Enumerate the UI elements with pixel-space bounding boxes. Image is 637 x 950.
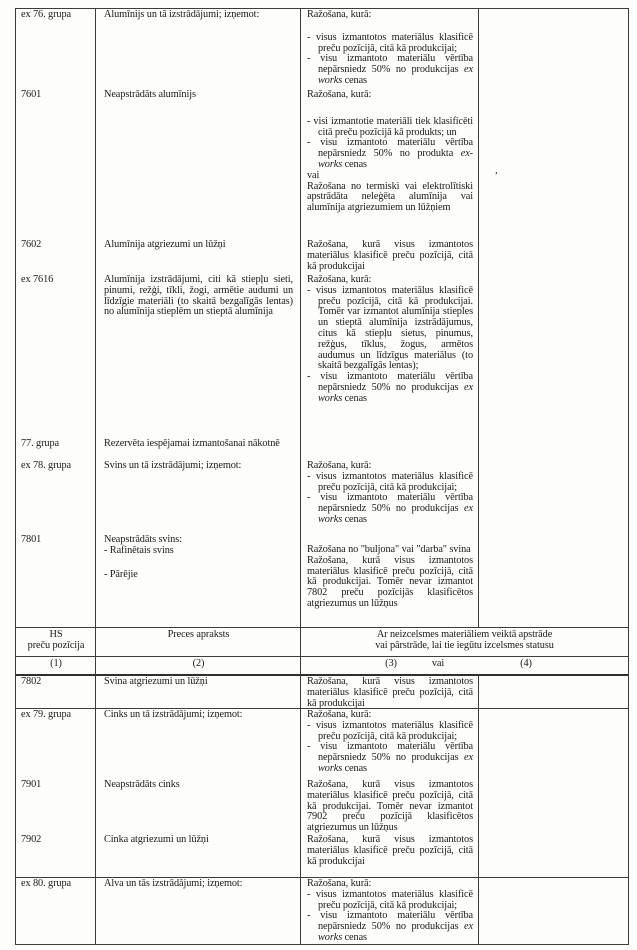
description-cell xyxy=(96,834,301,877)
hs-code: ex 76. grupa xyxy=(21,9,71,20)
rule-bullet: - visi izmantotie materiāli tiek klasificēti citā preču pozīcijā kā produkts; un xyxy=(307,115,473,138)
rule-paragraph: Ražošana, kurā visus izmantotos materiālus klasificē preču pozīcijā, citā kā produkcijai xyxy=(307,834,473,867)
hs-code: 7901 xyxy=(21,779,42,790)
column-number-2: (2) xyxy=(96,657,301,674)
rule-bullet: - visus izmantotos materiālus klasificē preču pozīcijā, citā kā produkcijai. Tomēr var izmantot alumīnija stieples un stieptā alumīnija izstrādājumus, citus kā stiepļu sietus, pinumus, režģus, tīklus, žogus, armētos audumus un līdzīgus materiālus (to skaitā bezgalīgās lentas); xyxy=(307,284,473,372)
rule-paragraph: Ražošana, kurā visus izmantotos materiālus klasificē preču pozīcijā, citā kā produkcijai. Tomēr nevar izmantot 7802 preču pozīcijās klasificētos atgriezumus un lūžņus xyxy=(307,554,473,609)
column-number-or: vai xyxy=(431,658,445,669)
table-row xyxy=(16,438,628,460)
table-row xyxy=(16,9,628,89)
description-text: Neapstrādāts cinks xyxy=(104,779,180,790)
description-text: Svina atgriezumi un lūžņi xyxy=(104,676,208,687)
alt-rule-cell xyxy=(479,438,628,460)
hs-code-cell xyxy=(16,709,96,779)
hs-code-cell xyxy=(16,89,96,239)
rule-bullet: - visus izmantotos materiālus klasificē preču pozīcijā, citā kā produkcijai; xyxy=(307,31,473,54)
rule-heading: Ražošana, kurā: xyxy=(307,274,372,285)
rule-cell xyxy=(301,779,479,834)
description-text: Alumīnija izstrādājumi, citi kā stiepļu sieti, pinumi, režģi, tīkli, žogi, armētie audumi un līdzīgie materiāli (to skaitā bezgalīgās lentas) no alumīnija stieplēm un stieptā alumīnija xyxy=(104,274,293,318)
header-processing-line1: Ar neizcelsmes materiāliem veiktā apstrāde xyxy=(376,629,553,640)
description-cell xyxy=(96,438,301,460)
rule-bullet: - visu izmantoto materiālu vērtība nepārsniedz 50% no produkcijas ex works cenas xyxy=(307,492,473,525)
description-text: Svins un tā izstrādājumi; izņemot: xyxy=(104,460,242,471)
description-subitem: - Pārējie xyxy=(104,568,138,580)
rule-paragraph: Ražošana, kurā visus izmantotos materiālus klasificē preču pozīcijā, citā kā produkcijai xyxy=(307,676,473,708)
column-header-row xyxy=(16,627,628,657)
rule-paragraph: Ražošana no termiski vai elektrolītiski apstrādāta neleģēta alumīnija vai alumīnija atgriezumiem un lūžņiem xyxy=(307,180,473,214)
hs-code: ex 80. grupa xyxy=(21,878,71,889)
column-number-row xyxy=(16,657,628,676)
alt-rule-cell xyxy=(479,779,628,834)
description-cell xyxy=(96,89,301,239)
column-number-34 xyxy=(301,657,628,674)
rule-bullet: - visus izmantotos materiālus klasificē preču pozīcijā, citā kā produkcijai; xyxy=(307,888,473,911)
hs-code: ex 79. grupa xyxy=(21,709,71,720)
rule-bullet: - visu izmantoto materiālu vērtība nepārsniedz 50% no produkcijas ex works cenas xyxy=(307,53,473,86)
table-row xyxy=(16,877,628,944)
hs-code-cell xyxy=(16,460,96,534)
hs-code: 7802 xyxy=(21,676,42,687)
rule-heading: Ražošana, kurā: xyxy=(307,460,372,471)
alt-rule-cell xyxy=(479,709,628,779)
rule-bullet: - visu izmantoto materiālu vērtība nepārsniedz 50% no produkta ex-works cenas xyxy=(307,137,473,170)
column-number-3: (3) xyxy=(385,658,397,669)
rule-bullet: - visus izmantotos materiālus klasificē preču pozīcijā, citā kā produkcijai; xyxy=(307,470,473,493)
rule-bullet: - visu izmantoto materiālu vērtība nepārsniedz 50% no produkcijas ex works cenas xyxy=(307,910,473,943)
header-hs-line2: preču pozīcija xyxy=(27,639,85,651)
hs-code: ex 7616 xyxy=(21,274,54,285)
hs-code: 7602 xyxy=(21,239,42,250)
rule-cell xyxy=(301,878,479,944)
rule-cell xyxy=(301,239,479,274)
alt-rule-cell xyxy=(479,534,628,627)
rule-bullet: - visu izmantoto materiālu vērtība nepārsniedz 50% no produkcijas ex works cenas xyxy=(307,371,473,404)
rule-cell xyxy=(301,438,479,460)
rule-heading: Ražošana, kurā: xyxy=(307,709,372,720)
rule-cell xyxy=(301,274,479,438)
hs-code: ex 78. grupa xyxy=(21,460,71,471)
description-cell xyxy=(96,709,301,779)
description-cell xyxy=(96,878,301,944)
alt-rule-cell xyxy=(479,9,628,89)
description-text: Rezervēta iespējamai izmantošanai nākotnē xyxy=(104,438,280,449)
hs-code: 7801 xyxy=(21,534,42,545)
description-subitem: - Rafinētais svins xyxy=(104,544,174,556)
column-number-4: (4) xyxy=(520,658,532,669)
rule-bullet: - visus izmantotos materiālus klasificē preču pozīcijā, citā kā produkcijai; xyxy=(307,719,473,742)
hs-code: 7601 xyxy=(21,89,42,100)
table-row xyxy=(16,274,628,438)
hs-code-cell xyxy=(16,9,96,89)
hs-code-cell xyxy=(16,274,96,438)
rule-cell xyxy=(301,709,479,779)
rule-cell xyxy=(301,89,479,239)
rule-paragraph: Ražošana, kurā visus izmantotos materiālus klasificē preču pozīcijā, citā kā produkcijai xyxy=(307,239,473,272)
hs-code-cell xyxy=(16,438,96,460)
header-hs-line1: HS xyxy=(49,629,63,640)
description-text: Neapstrādāts alumīnijs xyxy=(104,89,196,100)
table-row xyxy=(16,460,628,534)
hs-code: 7902 xyxy=(21,834,42,845)
alt-rule-cell xyxy=(479,676,628,708)
rule-paragraph: Ražošana, kurā visus izmantotos materiālus klasificē preču pozīcijā, citā kā produkcijai. Tomēr nevar izmantot 7902 preču pozīcijā klasificētos atgriezumus un lūžņus xyxy=(307,779,473,834)
rule-bullet: - visu izmantoto materiālu vērtība nepārsniedz 50% no produkcijas ex works cenas xyxy=(307,741,473,774)
rule-heading: Ražošana, kurā: xyxy=(307,9,372,20)
hs-code-cell xyxy=(16,534,96,627)
header-processing-line2: vai pārstrāde, lai tie iegūtu izcelsmes statusu xyxy=(375,639,554,651)
description-text: Alva un tās izstrādājumi; izņemot: xyxy=(104,878,243,889)
rule-cell xyxy=(301,676,479,708)
description-cell xyxy=(96,274,301,438)
alt-rule-cell xyxy=(479,274,628,438)
header-processing-cell xyxy=(301,628,628,656)
description-cell xyxy=(96,779,301,834)
alt-rule-cell xyxy=(479,878,628,944)
scan-artifact-comma: , xyxy=(495,164,498,176)
column-number-1: (1) xyxy=(16,657,96,674)
table-row xyxy=(16,534,628,627)
header-hs-cell xyxy=(16,628,96,656)
description-text: Cinka atgriezumi un lūžņi xyxy=(104,834,209,845)
rule-cell xyxy=(301,834,479,877)
origin-rules-table xyxy=(15,8,629,945)
table-row xyxy=(16,708,628,779)
rule-paragraph: Ražošana no "buljona" vai "darba" svina xyxy=(307,544,471,555)
rule-heading: Ražošana, kurā: xyxy=(307,878,372,889)
alt-rule-cell xyxy=(479,239,628,274)
description-text: Alumīnija atgriezumi un lūžņi xyxy=(104,239,226,250)
rule-cell xyxy=(301,9,479,89)
hs-code-cell xyxy=(16,834,96,877)
description-text: Neapstrādāts svins: xyxy=(104,534,182,545)
alt-rule-cell xyxy=(479,460,628,534)
table-row xyxy=(16,239,628,274)
rule-cell xyxy=(301,460,479,534)
hs-code-cell xyxy=(16,878,96,944)
description-cell xyxy=(96,239,301,274)
description-cell xyxy=(96,460,301,534)
table-row xyxy=(16,779,628,834)
hs-code-cell xyxy=(16,779,96,834)
description-cell xyxy=(96,9,301,89)
alt-rule-cell xyxy=(479,89,628,239)
description-cell xyxy=(96,676,301,708)
header-description-cell: Preces apraksts xyxy=(96,628,301,656)
hs-code-cell xyxy=(16,239,96,274)
description-text: Alumīnijs un tā izstrādājumi; izņemot: xyxy=(104,9,260,20)
table-row xyxy=(16,89,628,239)
table-row xyxy=(16,676,628,708)
hs-code: 77. grupa xyxy=(21,438,59,449)
rule-cell xyxy=(301,534,479,627)
description-text: Cinks un tā izstrādājumi; izņemot: xyxy=(104,709,243,720)
description-cell xyxy=(96,534,301,627)
alt-rule-cell xyxy=(479,834,628,877)
table-row xyxy=(16,834,628,877)
rule-heading: Ražošana, kurā: xyxy=(307,89,372,100)
rule-or: vai xyxy=(307,169,320,181)
hs-code-cell xyxy=(16,676,96,708)
